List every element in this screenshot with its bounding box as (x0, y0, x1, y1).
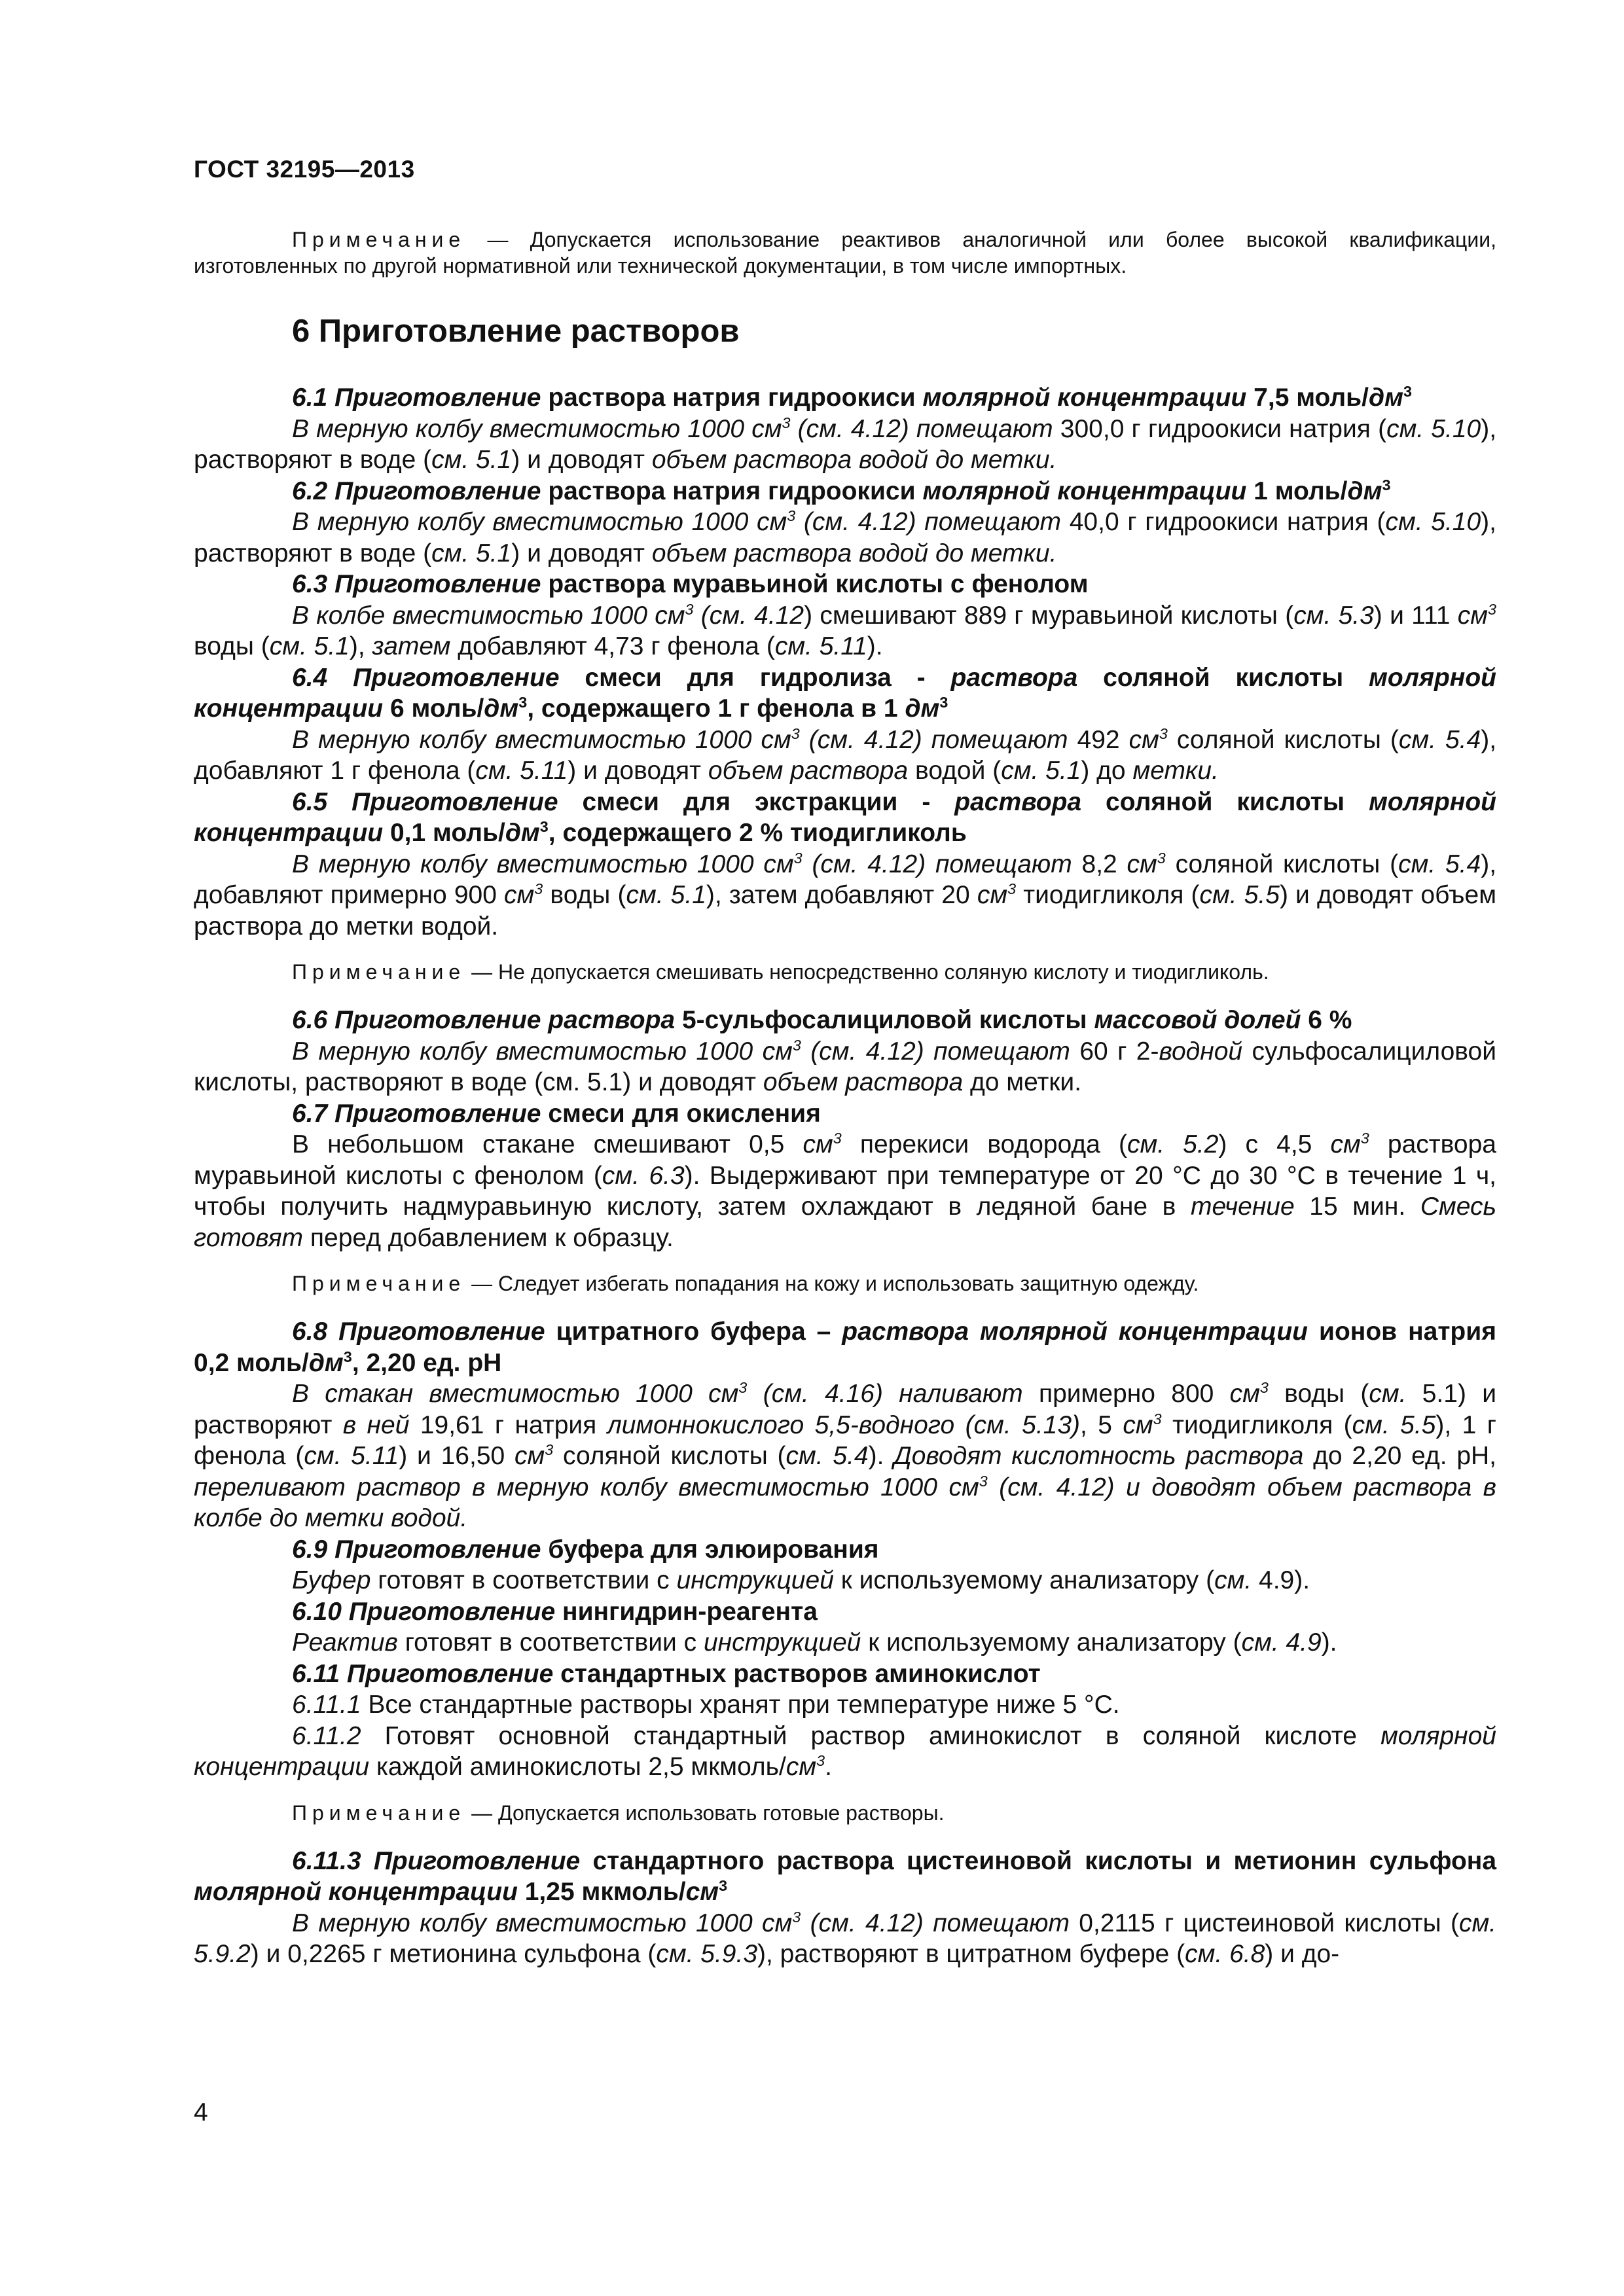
document-header: ГОСТ 32195—2013 (194, 156, 415, 183)
note-2: Примечание — Не допускается смешивать непосредственно соляную кислоту и тиодигликоль. (292, 960, 1269, 984)
clause-6-4-heading: 6.4 Приготовление смеси для гидролиза - раствора соляной кислоты молярной концентрации 6 моль/$дм^3$, содержащего 1 г фенола в 1 $дм^3$ (194, 663, 1496, 723)
clause-6-6-body: В мерную колбу вместимостью 1000 $см^3$ (см. 4.12) помещают 60 г 2-водной сульфосалициловой кислоты, растворяют в воде (см. 5.1) и доводят объем раствора до метки. (194, 1036, 1497, 1096)
clause-6-11-3-heading: 6.11.3 Приготовление стандартного раствора цистеиновой кислоты и метионин сульфона молярной концентрации 1,25 мкмоль/$см^3$ (194, 1846, 1497, 1906)
clause-6-2-body: В мерную колбу вместимостью 1000 $см^3$ (см. 4.12) помещают 40,0 г гидроокиси натрия (см. 5.10), растворяют в воде (см. 5.1) и доводят объем раствора водой до метки. (194, 507, 1496, 567)
clause-6-3-body: В колбе вместимостью 1000 $см^3$ (см. 4.12) смешивают 889 г муравьиной кислоты (см. 5.3) и 111 $см^3$ воды (см. 5.1), затем добавляют 4,73 г фенола (см. 5.11). (194, 600, 1497, 660)
clause-6-11-3-body: В мерную колбу вместимостью 1000 $см^3$ (см. 4.12) помещают 0,2115 г цистеиновой кислоты (см. 5.9.2) и 0,2265 г метионина сульфона (см. 5.9.3), растворяют в цитратном буфере (см. 6.8) и до- (194, 1908, 1497, 1968)
note-label: Примечание (292, 1801, 466, 1825)
clause-6-4-body: В мерную колбу вместимостью 1000 $см^3$ (см. 4.12) помещают 492 $см^3$ соляной кислоты (см. 5.4), добавляют 1 г фенола (см. 5.11) и доводят объем раствора водой (см. 5.1) до метки. (194, 725, 1497, 785)
clause-6-8-body: В стакан вместимостью 1000 $см^3$ (см. 4.16) наливают примерно 800 $см^3$ воды (см. 5.1) и растворяют в ней 19,61 г натрия лимоннокислого 5,5-водного (см. 5.13), 5 $см^3$ тиодигликоля (см. 5.5), 1 г фенола (см. 5.11) и 16,50 $см^3$ соляной кислоты (см. 5.4). Доводят кислотность раствора до 2,20 ед. рН, переливают раствор в мерную колбу вместимостью 1000 $см^3$ (см. 4.12) и доводят объем раствора в колбе до метки водой. (194, 1379, 1497, 1532)
clause-6-11-1: 6.11.1 Все стандартные растворы хранят при температуре ниже 5 °С. (292, 1691, 1120, 1719)
clause-6-5-body: В мерную колбу вместимостью 1000 $см^3$ (см. 4.12) помещают 8,2 $см^3$ соляной кислоты (см. 5.4), добавляют примерно 900 $см^3$ воды (см. 5.1), затем добавляют 20 $см^3$ тиодигликоля (см. 5.5) и доводят объем раствора до метки водой. (194, 849, 1497, 941)
section-title: 6 Приготовление растворов (292, 314, 740, 349)
clause-6-6-heading: 6.6 Приготовление раствора 5-сульфосалициловой кислоты массовой долей 6 % (292, 1006, 1352, 1034)
clause-6-11-2: 6.11.2 Готовят основной стандартный раствор аминокислот в соляной кислоте молярной концентрации каждой аминокислоты 2,5 мкмоль/$см^3$. (194, 1721, 1496, 1781)
note-label: Примечание (292, 960, 466, 984)
page-body (194, 209, 1496, 1970)
note-3: Примечание — Следует избегать попадания на кожу и использовать защитную одежду. (292, 1272, 1199, 1295)
clause-6-9-heading: 6.9 Приготовление буфера для элюирования (292, 1535, 879, 1564)
clause-6-11-heading: 6.11 Приготовление стандартных растворов аминокислот (292, 1659, 1041, 1688)
clause-6-7-heading: 6.7 Приготовление смеси для окисления (292, 1099, 821, 1128)
clause-6-10-body: Реактив готовят в соответствии с инструкцией к используемому анализатору (см. 4.9). (292, 1628, 1337, 1657)
clause-6-3-heading: 6.3 Приготовление раствора муравьиной кислоты с фенолом (292, 570, 1089, 598)
note-4: Примечание — Допускается использовать готовые растворы. (292, 1801, 945, 1825)
clause-6-1-body: В мерную колбу вместимостью 1000 $см^3$ (см. 4.12) помещают 300,0 г гидроокиси натрия (см. 5.10), растворяют в воде (см. 5.1) и доводят объем раствора водой до метки. (194, 414, 1497, 474)
clause-6-1-heading: 6.1 Приготовление раствора натрия гидроокиси молярной концентрации 7,5 моль/$дм^3$ (292, 383, 1412, 412)
clause-6-10-heading: 6.10 Приготовление нингидрин-реагента (292, 1597, 818, 1626)
note-1: Примечание — Допускается использование реактивов аналогичной или более высокой квалификации, изготовленных по другой нормативной или технической документации, в том числе импортных. (194, 228, 1496, 278)
clause-6-9-body: Буфер готовят в соответствии с инструкцией к используемому анализатору (см. 4.9). (292, 1566, 1310, 1594)
note-label: Примечание (292, 1272, 466, 1295)
clause-6-8-heading: 6.8 Приготовление цитратного буфера – раствора молярной концентрации ионов натрия 0,2 моль/$дм^3$, 2,20 ед. рН (194, 1318, 1496, 1377)
page-number: 4 (194, 2098, 208, 2126)
clause-6-2-heading: 6.2 Приготовление раствора натрия гидроокиси молярной концентрации 1 моль/$дм^3$ (292, 476, 1391, 505)
note-label: Примечание (292, 228, 466, 251)
clause-6-7-body: В небольшом стакане смешивают 0,5 $см^3$ перекиси водорода (см. 5.2) с 4,5 $см^3$ раствора муравьиной кислоты с фенолом (см. 6.3). Выдерживают при температуре от 20 °С до 30 °С в течение 1 ч, чтобы получить надмуравьиную кислоту, затем охлаждают в ледяной бане в течение 15 мин. Смесь готовят перед добавлением к образцу. (194, 1130, 1496, 1252)
clause-6-5-heading: 6.5 Приготовление смеси для экстракции - раствора соляной кислоты молярной концентрации 0,1 моль/$дм^3$, содержащего 2 % тиодигликоль (194, 787, 1497, 847)
